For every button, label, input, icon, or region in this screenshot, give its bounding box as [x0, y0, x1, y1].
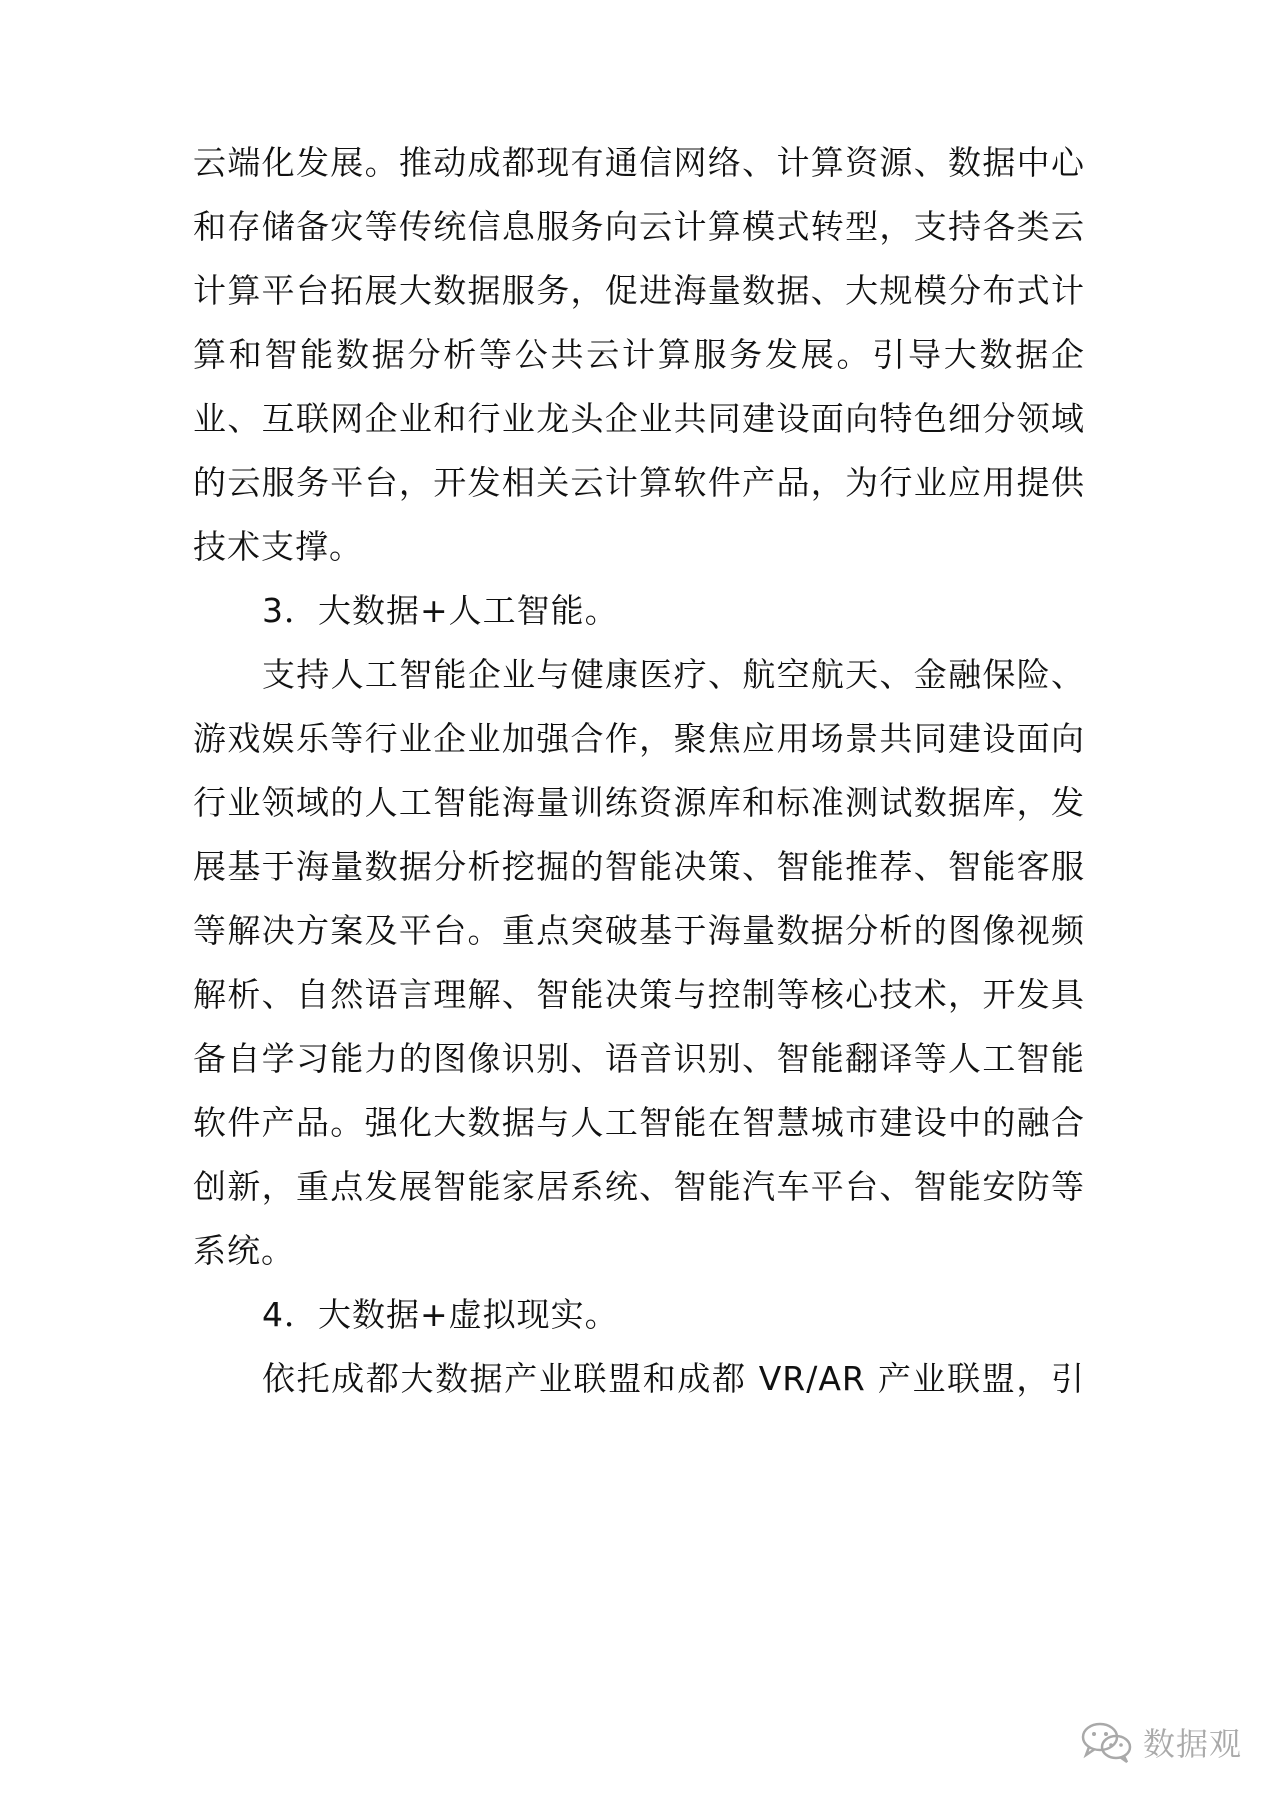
paragraph-line: 创新，重点发展智能家居系统、智能汽车平台、智能安防等: [193, 1167, 1085, 1206]
section-heading: 3．大数据+人工智能。: [262, 591, 619, 630]
paragraph-line: 系统。: [193, 1231, 295, 1270]
watermark: [1079, 1717, 1242, 1767]
section-heading: 4．大数据+虚拟现实。: [262, 1295, 619, 1334]
paragraph-line: 算和智能数据分析等公共云计算服务发展。引导大数据企: [193, 335, 1085, 374]
paragraph-line: 计算平台拓展大数据服务，促进海量数据、大规模分布式计: [193, 271, 1085, 310]
paragraph-line: 依托成都大数据产业联盟和成都 VR/AR 产业联盟，引: [262, 1359, 1085, 1398]
paragraph-line: 业、互联网企业和行业龙头企业共同建设面向特色细分领域: [193, 399, 1085, 438]
paragraph-line: 解析、自然语言理解、智能决策与控制等核心技术，开发具: [193, 975, 1085, 1014]
paragraph-line: 展基于海量数据分析挖掘的智能决策、智能推荐、智能客服: [193, 847, 1085, 886]
paragraph-line: 的云服务平台，开发相关云计算软件产品，为行业应用提供: [193, 463, 1085, 502]
paragraph-line: 软件产品。强化大数据与人工智能在智慧城市建设中的融合: [193, 1103, 1085, 1142]
paragraph-line: 支持人工智能企业与健康医疗、航空航天、金融保险、: [262, 655, 1085, 694]
wechat-icon: [1079, 1720, 1135, 1764]
watermark-text: 数据观: [1142, 1725, 1242, 1763]
paragraph-line: 备自学习能力的图像识别、语音识别、智能翻译等人工智能: [193, 1039, 1085, 1078]
paragraph-line: 游戏娱乐等行业企业加强合作，聚焦应用场景共同建设面向: [193, 719, 1085, 758]
paragraph-line: 行业领域的人工智能海量训练资源库和标准测试数据库，发: [193, 783, 1085, 822]
paragraph-line: 云端化发展。推动成都现有通信网络、计算资源、数据中心: [193, 143, 1085, 182]
paragraph-line: 技术支撑。: [193, 527, 363, 566]
paragraph-line: 等解决方案及平台。重点突破基于海量数据分析的图像视频: [193, 911, 1085, 950]
paragraph-line: 和存储备灾等传统信息服务向云计算模式转型，支持各类云: [193, 207, 1085, 246]
